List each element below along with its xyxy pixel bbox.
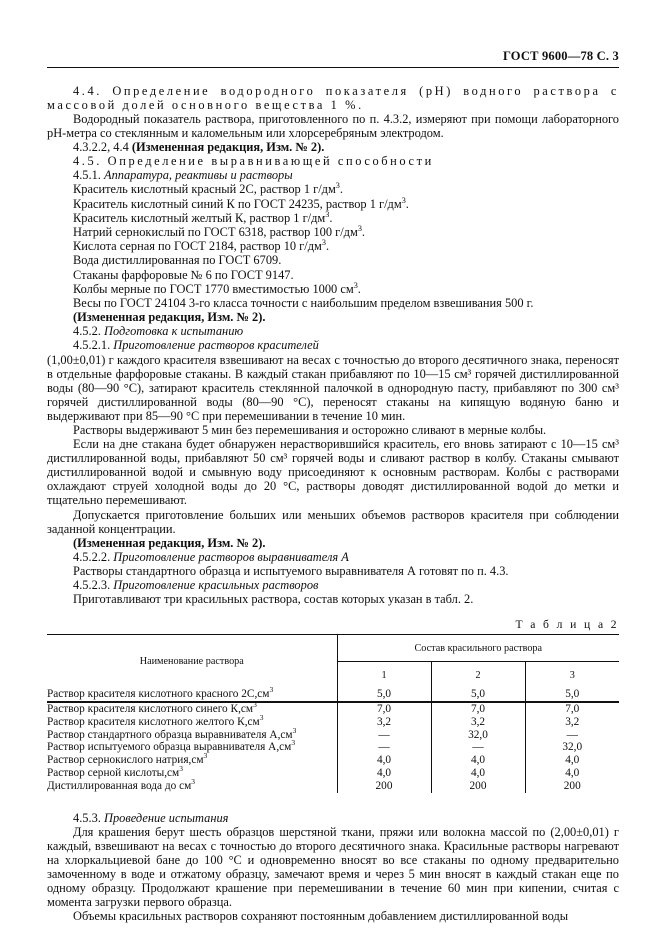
cell-value: — bbox=[378, 741, 390, 754]
section-4-5-2-1-number: 4.5.2.1. bbox=[73, 338, 111, 353]
cell-value: — bbox=[378, 728, 390, 741]
reagent-text: Натрий сернокислый по ГОСТ 6318, раствор 100 г/дм bbox=[73, 225, 358, 240]
cell-value: 4,0 bbox=[376, 754, 392, 767]
post-table-block bbox=[47, 811, 619, 924]
section-4-5-2-2-body: Растворы стандартного образца и испытуемого выравнивателя А готовят по п. 4.3. bbox=[73, 563, 509, 578]
cell-value: 7,0 bbox=[525, 702, 619, 716]
note-revision-label: (Измененная редакция, Изм. № 2). bbox=[131, 140, 325, 155]
header-rule bbox=[47, 67, 619, 68]
column-header-name: Наименование раствора bbox=[47, 635, 337, 689]
section-4-5-2-1-heading bbox=[47, 338, 619, 352]
cell-value: — bbox=[431, 741, 525, 754]
table-row bbox=[47, 780, 619, 793]
section-4-5-3-heading bbox=[47, 811, 619, 825]
note-ref: 4.3.2.2, 4.4 bbox=[73, 140, 129, 155]
row-label-text: Раствор красителя кислотного желтого К,см bbox=[47, 715, 260, 728]
cell-value: 4,0 bbox=[431, 767, 525, 780]
superscript-cube: 3 bbox=[291, 738, 296, 748]
section-4-5-heading: 4.5. Определение выравнивающей способности bbox=[73, 154, 434, 169]
cell-value: 5,0 bbox=[525, 688, 619, 702]
page-header bbox=[47, 0, 619, 64]
cell-value: 200 bbox=[431, 780, 525, 793]
section-4-5-3-para2: Объемы красильных растворов сохраняют постоянным добавлением дистиллированной воды bbox=[73, 909, 569, 924]
cell-value: 32,0 bbox=[431, 729, 525, 742]
period: . bbox=[405, 196, 409, 211]
section-4-5-2-1-para3: Если на дне стакана будет обнаружен нерастворившийся краситель, его вновь затирают с 10—15 см³ дистиллированной воды, прибавляют 50 см³ горячей воды и сливают раствор в колбу. Стаканы смывают дистиллированной водой и смывную воду присоединяют к основным растворам. Колбы с растворами охлаждают струей холодной воды до 20 °С, растворы доводят дистиллированной водой до метки и тщательно перемешивают. bbox=[47, 437, 619, 508]
section-4-5-3-body: Для крашения берут шесть образцов шерстяной ткани, пряжи или волокна массой по (2,00±0,01) г каждый, взвешивают на весах с точностью до второго десятичного знака. Красильные растворы нагревают на хлоркальциевой бане до 100 °С и одновременно вносят во все стаканы по одному предварительно замоченному в воде и отжатому образцу, замечают время и через 5 мин вносят в каждый стакан еще по одному образцу. Продолжают крашение при перемешивании в течение 60 мин при кипении, считая с момента загрузки первого образца. bbox=[47, 824, 619, 910]
section-4-5-2-2-heading bbox=[47, 550, 619, 564]
section-4-5-1-heading bbox=[47, 168, 619, 182]
table-row bbox=[47, 688, 619, 702]
section-4-5-2-2-number: 4.5.2.2. bbox=[73, 549, 111, 564]
section-4-5-2-number: 4.5.2. bbox=[73, 324, 101, 339]
page-content bbox=[47, 0, 619, 923]
reagent-text: Краситель кислотный красный 2С, раствор 1 г/дм bbox=[73, 182, 336, 197]
scales-line: Весы по ГОСТ 24104 3-го класса точности с наибольшим пределом взвешивания 500 г. bbox=[73, 296, 534, 311]
standard-number: ГОСТ 9600—78 С. 3 bbox=[502, 49, 619, 63]
superscript-cube: 3 bbox=[292, 725, 297, 735]
note-revision-1: (Измененная редакция, Изм. № 2). bbox=[73, 310, 266, 325]
cell-value: 4,0 bbox=[376, 766, 392, 779]
section-4-5-3-title: Проведение испытания bbox=[104, 810, 229, 825]
section-4-4-heading: 4.4. Определение водородного показателя (pH) водного раствора с массовой долей основного вещества 1 %. bbox=[47, 83, 619, 112]
period: . bbox=[339, 182, 343, 197]
column-header-group: Состав красильного раствора bbox=[337, 635, 619, 662]
cell-value: 4,0 bbox=[525, 754, 619, 767]
period: . bbox=[361, 225, 366, 240]
row-label bbox=[47, 738, 337, 754]
period: . bbox=[325, 239, 330, 254]
flask-text: Колбы мерные по ГОСТ 1770 вместимостью 1000 см bbox=[73, 281, 354, 296]
superscript-cube: 3 bbox=[401, 195, 406, 205]
reagent-line bbox=[47, 211, 619, 225]
reagent-text: Краситель кислотный синий К по ГОСТ 24235, раствор 1 г/дм bbox=[73, 196, 402, 211]
row-label bbox=[47, 702, 337, 716]
table-head bbox=[47, 635, 619, 689]
superscript-cube: 3 bbox=[325, 209, 330, 219]
section-4-4-body: Водородный показатель раствора, приготовленного по п. 4.3.2, измеряют при помощи лабораторного pH-метра со стеклянным и каломельным или хлорсеребряным электродом. bbox=[47, 111, 619, 141]
table-2 bbox=[47, 634, 619, 792]
row-label-text: Раствор серной кислоты,см bbox=[47, 766, 180, 779]
flask-line bbox=[47, 282, 619, 296]
column-header-1: 1 bbox=[381, 669, 387, 681]
table-body bbox=[47, 685, 619, 792]
section-4-5-2-1-para2: Растворы выдерживают 5 мин без перемешивания и осторожно сливают в мерные колбы. bbox=[73, 422, 547, 437]
cell-value: 3,2 bbox=[431, 716, 525, 729]
cell-value: — bbox=[525, 729, 619, 742]
row-label-text: Раствор испытуемого образца выравнивателя А,см bbox=[47, 741, 292, 754]
superscript-cube: 3 bbox=[191, 777, 195, 787]
superscript-cube: 3 bbox=[357, 223, 362, 233]
reagent-line: Стаканы фарфоровые № 6 по ГОСТ 9147. bbox=[73, 267, 294, 282]
table-row bbox=[47, 702, 619, 716]
reagent-line bbox=[47, 182, 619, 196]
section-4-5-2-1-body: (1,00±0,01) г каждого красителя взвешивают на весах с точностью до второго десятичного знака, переносят в отдельные фарфоровые стаканы. В каждый стакан прибавляют по 10—15 см³ горячей дистиллированной воды (80—90 °С), затирают краситель стеклянной палочкой в однородную пасту, прибавляют по 300 см³ горячей дистиллированной воды (80—90 °С), переносят стаканы на кипящую водяную баню и выдерживают при 85—90 °С при перемешивании в течение 10 мин. bbox=[47, 352, 619, 423]
reagent-text: Кислота серная по ГОСТ 2184, раствор 10 г/дм bbox=[73, 239, 322, 254]
table-row bbox=[47, 716, 619, 729]
row-label-text: Дистиллированная вода до см bbox=[47, 779, 192, 792]
superscript-cube: 3 bbox=[179, 764, 183, 774]
cell-value: 200 bbox=[525, 780, 619, 793]
period: . bbox=[357, 281, 361, 296]
superscript-cube: 3 bbox=[353, 280, 358, 290]
table-row bbox=[47, 767, 619, 780]
row-label bbox=[47, 685, 337, 702]
cell-value: 5,0 bbox=[337, 688, 431, 702]
row-label bbox=[47, 777, 337, 793]
section-4-5-2-2-title: Приготовление растворов выравнивателя А bbox=[113, 549, 349, 564]
cell-value: 3,2 bbox=[525, 716, 619, 729]
row-label-text: Раствор стандартного образца выравнивателя А,см bbox=[47, 728, 293, 741]
row-label bbox=[47, 751, 337, 767]
superscript-cube: 3 bbox=[203, 751, 208, 761]
section-4-5-2-3-body: Приготавливают три красильных раствора, состав которых указан в табл. 2. bbox=[73, 592, 474, 607]
reagent-text: Краситель кислотный желтый К, раствор 1 г/дм bbox=[73, 210, 326, 225]
cell-value: 3,2 bbox=[376, 715, 392, 728]
table-row bbox=[47, 741, 619, 754]
column-header-2: 2 bbox=[431, 662, 525, 689]
cell-value: 5,0 bbox=[431, 688, 525, 702]
superscript-cube: 3 bbox=[253, 700, 257, 710]
section-4-5-2-3-title: Приготовление красильных растворов bbox=[113, 578, 319, 593]
section-4-5-2-title: Подготовка к испытанию bbox=[104, 324, 244, 339]
column-header-3: 3 bbox=[525, 662, 619, 689]
section-4-5-2-heading bbox=[47, 324, 619, 338]
section-4-5-1-title: Аппаратура, реактивы и растворы bbox=[104, 168, 293, 183]
cell-value: 7,0 bbox=[431, 702, 525, 716]
reagent-line bbox=[47, 239, 619, 253]
section-4-5-2-1-para4: Допускается приготовление больших или меньших объемов растворов красителя при соблюдении заданной концентрации. bbox=[47, 507, 619, 536]
superscript-cube: 3 bbox=[259, 713, 264, 723]
table-caption: Т а б л и ц а 2 bbox=[515, 618, 619, 632]
cell-value: 4,0 bbox=[431, 754, 525, 767]
reagent-line: Вода дистиллированная по ГОСТ 6709. bbox=[73, 253, 282, 268]
note-revision-2: (Измененная редакция, Изм. № 2). bbox=[73, 535, 266, 550]
superscript-cube: 3 bbox=[269, 685, 274, 695]
row-label-text: Раствор красителя кислотного красного 2С,см bbox=[47, 688, 270, 701]
table-header-row-group bbox=[47, 635, 619, 662]
table-row bbox=[47, 754, 619, 767]
superscript-cube: 3 bbox=[321, 238, 326, 248]
superscript-cube: 3 bbox=[335, 181, 340, 191]
table-row bbox=[47, 729, 619, 742]
section-4-5-2-1-title: Приготовление растворов красителей bbox=[113, 338, 319, 353]
cell-value: 4,0 bbox=[525, 767, 619, 780]
cell-value: 32,0 bbox=[525, 741, 619, 754]
cell-value: 200 bbox=[375, 779, 393, 792]
reagent-line bbox=[47, 197, 619, 211]
note-4-3-2-2 bbox=[47, 140, 619, 154]
section-4-5-2-3-number: 4.5.2.3. bbox=[73, 578, 111, 593]
row-label-text: Раствор красителя кислотного синего К,см bbox=[47, 703, 254, 715]
section-4-5-1-number: 4.5.1. bbox=[73, 168, 101, 183]
reagent-line bbox=[47, 225, 619, 239]
row-label-text: Раствор сернокислого натрия,см bbox=[47, 754, 204, 767]
period: . bbox=[329, 210, 333, 225]
section-4-5-2-3-heading bbox=[47, 578, 619, 592]
cell-value: 7,0 bbox=[376, 703, 392, 715]
section-4-5-3-number: 4.5.3. bbox=[73, 810, 101, 825]
